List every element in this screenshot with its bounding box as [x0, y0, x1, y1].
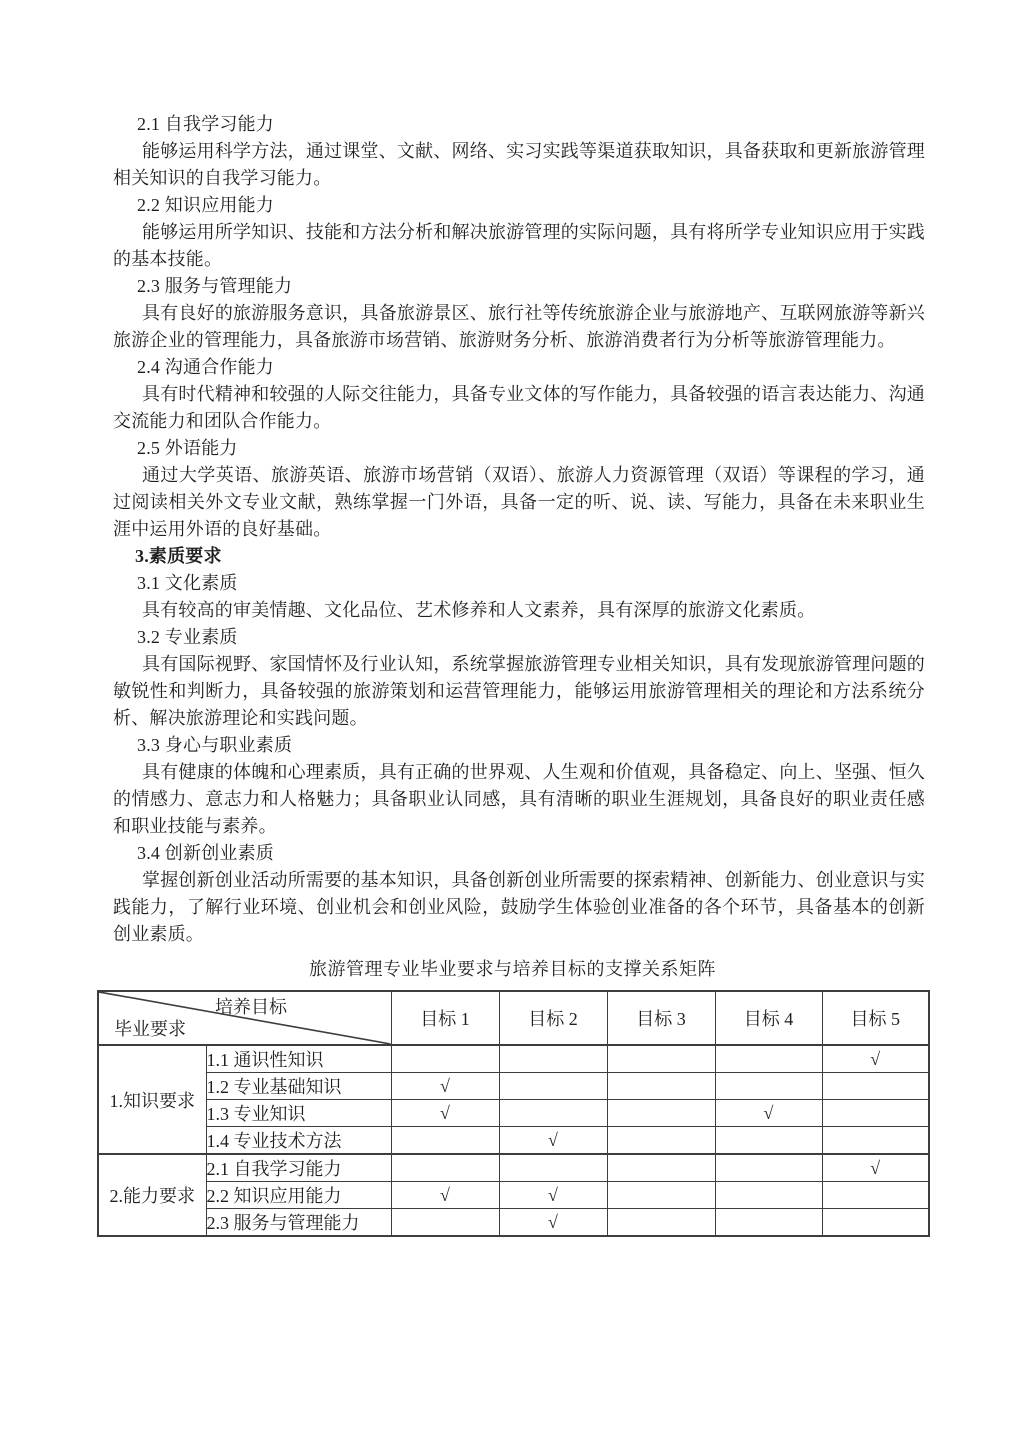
mark-cell	[499, 1154, 607, 1182]
requirement-label-cell: 2.2 知识应用能力	[206, 1182, 391, 1209]
section-heading-bold: 3.素质要求	[135, 546, 222, 566]
section-heading: 3.2 专业素质	[137, 627, 238, 647]
body-paragraph: 具有较高的审美情趣、文化品位、艺术修养和人文素养，具有深厚的旅游文化素质。	[142, 600, 816, 620]
mark-cell: √	[391, 1182, 499, 1209]
requirement-label-cell: 1.2 专业基础知识	[206, 1073, 391, 1100]
section-heading: 2.5 外语能力	[137, 438, 238, 458]
goal-column-header: 目标 5	[822, 991, 929, 1045]
body-paragraph: 掌握创新创业活动所需要的基本知识，具备创新创业所需要的探索精神、创新能力、创业意识与实践能力，了解行业环境、创业机会和创业风险，鼓励学生体验创业准备的各个环节，具备基本的创新创业素质。	[113, 870, 925, 944]
document-body	[113, 111, 925, 948]
mark-cell	[607, 1045, 715, 1073]
mark-cell: √	[499, 1182, 607, 1209]
mark-cell	[822, 1073, 929, 1100]
body-paragraph: 能够运用科学方法，通过课堂、文献、网络、实习实践等渠道获取知识，具备获取和更新旅游管理相关知识的自我学习能力。	[113, 141, 925, 188]
requirement-label-cell: 1.1 通识性知识	[206, 1045, 391, 1073]
table-row	[98, 1209, 929, 1237]
section-heading: 3.1 文化素质	[137, 573, 238, 593]
table-row	[98, 1154, 929, 1182]
mark-cell: √	[822, 1045, 929, 1073]
mark-cell: √	[822, 1154, 929, 1182]
goal-column-header: 目标 2	[499, 991, 607, 1045]
section-heading: 3.4 创新创业素质	[137, 843, 274, 863]
mark-cell	[822, 1127, 929, 1155]
mark-cell: √	[499, 1127, 607, 1155]
goal-column-header: 目标 1	[391, 991, 499, 1045]
mark-cell	[715, 1209, 822, 1237]
mark-cell	[391, 1154, 499, 1182]
corner-label-graduation-requirements: 毕业要求	[114, 1019, 186, 1039]
mark-cell: √	[391, 1073, 499, 1100]
section-heading: 2.1 自我学习能力	[137, 114, 274, 134]
mark-cell	[607, 1182, 715, 1209]
mark-cell	[715, 1045, 822, 1073]
requirement-label-cell: 2.1 自我学习能力	[206, 1154, 391, 1182]
mark-cell	[715, 1127, 822, 1155]
goal-column-header: 目标 3	[607, 991, 715, 1045]
requirement-label-cell: 1.4 专业技术方法	[206, 1127, 391, 1155]
table-row	[98, 1100, 929, 1127]
mark-cell	[822, 1209, 929, 1237]
mark-cell: √	[391, 1100, 499, 1127]
section-heading: 2.4 沟通合作能力	[137, 357, 274, 377]
diagonal-corner-cell	[98, 991, 391, 1045]
mark-cell: √	[499, 1209, 607, 1237]
mark-cell	[715, 1182, 822, 1209]
support-matrix-section	[97, 956, 928, 1237]
requirement-label-cell: 1.3 专业知识	[206, 1100, 391, 1127]
mark-cell	[499, 1100, 607, 1127]
mark-cell	[607, 1209, 715, 1237]
section-heading: 3.3 身心与职业素质	[137, 735, 293, 755]
mark-cell	[607, 1100, 715, 1127]
table-row	[98, 1127, 929, 1155]
section-heading: 2.3 服务与管理能力	[137, 276, 293, 296]
mark-cell	[715, 1073, 822, 1100]
header-row	[98, 991, 929, 1045]
group-label-cell: 1.知识要求	[98, 1045, 206, 1154]
mark-cell: √	[715, 1100, 822, 1127]
mark-cell	[607, 1073, 715, 1100]
goal-column-header: 目标 4	[715, 991, 822, 1045]
mark-cell	[391, 1209, 499, 1237]
section-heading: 2.2 知识应用能力	[137, 195, 274, 215]
group-label-cell: 2.能力要求	[98, 1154, 206, 1236]
mark-cell	[822, 1100, 929, 1127]
body-paragraph: 具有健康的体魄和心理素质，具有正确的世界观、人生观和价值观，具备稳定、向上、坚强、恒久的情感力、意志力和人格魅力；具备职业认同感，具有清晰的职业生涯规划，具备良好的职业责任感和职业技能与素养。	[113, 762, 925, 836]
requirement-label-cell: 2.3 服务与管理能力	[206, 1209, 391, 1237]
table-row	[98, 1182, 929, 1209]
table-row	[98, 1045, 929, 1073]
body-paragraph: 具有国际视野、家国情怀及行业认知，系统掌握旅游管理专业相关知识，具有发现旅游管理问题的敏锐性和判断力，具备较强的旅游策划和运营管理能力，能够运用旅游管理相关的理论和方法系统分析、解决旅游理论和实践问题。	[113, 654, 925, 728]
table-title: 旅游管理专业毕业要求与培养目标的支撑关系矩阵	[309, 959, 716, 979]
corner-label-training-goals: 培养目标	[215, 997, 287, 1017]
body-paragraph: 具有时代精神和较强的人际交往能力，具备专业文体的写作能力，具备较强的语言表达能力、沟通交流能力和团队合作能力。	[113, 384, 925, 431]
mark-cell	[391, 1127, 499, 1155]
mark-cell	[499, 1073, 607, 1100]
table-row	[98, 1073, 929, 1100]
body-paragraph: 能够运用所学知识、技能和方法分析和解决旅游管理的实际问题，具有将所学专业知识应用于实践的基本技能。	[113, 222, 925, 269]
mark-cell	[499, 1045, 607, 1073]
body-paragraph: 通过大学英语、旅游英语、旅游市场营销（双语）、旅游人力资源管理（双语）等课程的学习，通过阅读相关外文专业文献，熟练掌握一门外语，具备一定的听、说、读、写能力，具备在未来职业生涯中运用外语的良好基础。	[113, 465, 925, 539]
mark-cell	[391, 1045, 499, 1073]
body-paragraph: 具有良好的旅游服务意识，具备旅游景区、旅行社等传统旅游企业与旅游地产、互联网旅游等新兴旅游企业的管理能力，具备旅游市场营销、旅游财务分析、旅游消费者行为分析等旅游管理能力。	[113, 303, 925, 350]
mark-cell	[822, 1182, 929, 1209]
mark-cell	[715, 1154, 822, 1182]
mark-cell	[607, 1127, 715, 1155]
mark-cell	[607, 1154, 715, 1182]
support-matrix-table	[97, 990, 930, 1237]
